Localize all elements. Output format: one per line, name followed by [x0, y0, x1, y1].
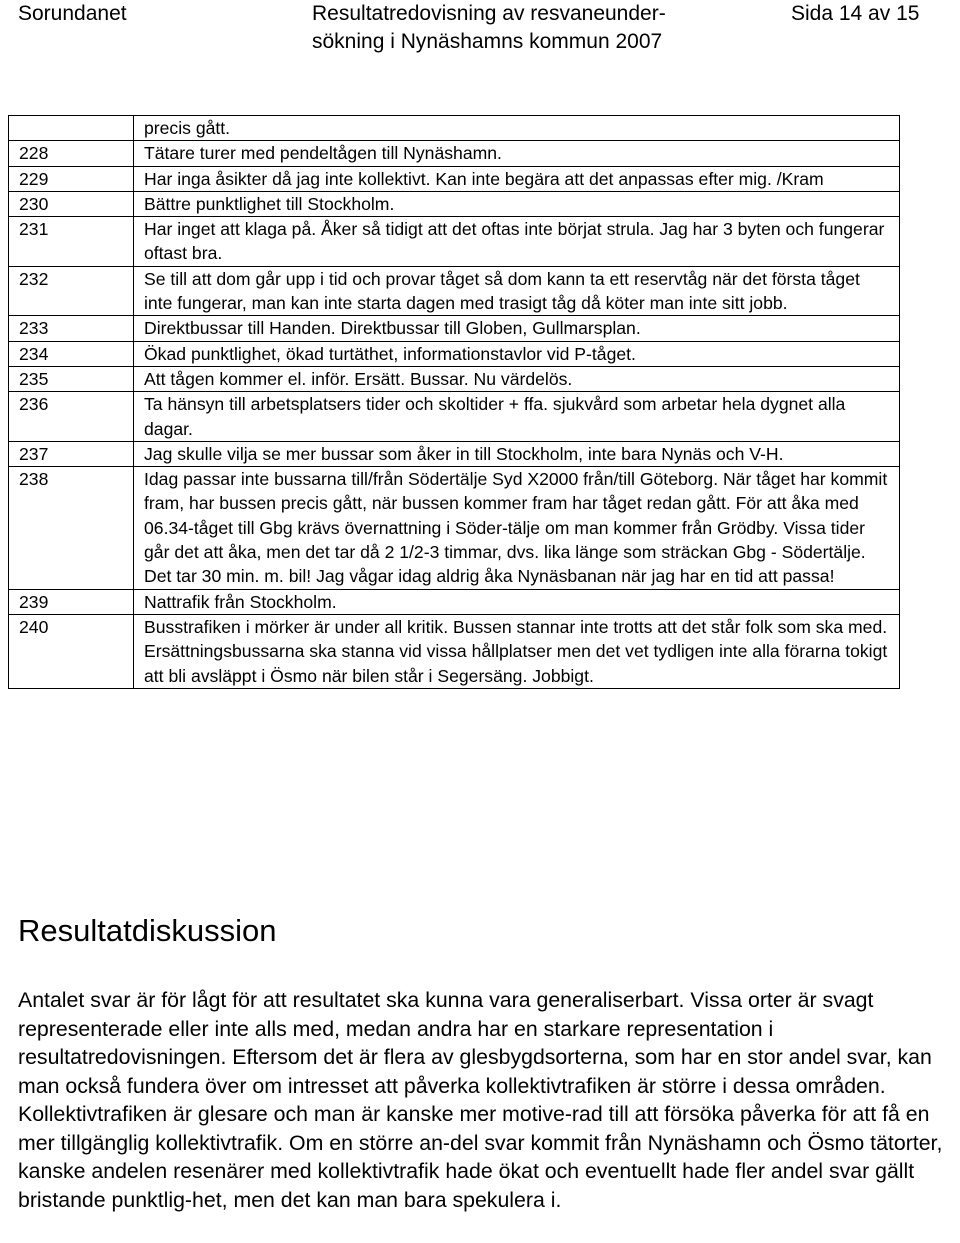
response-text: Se till att dom går upp i tid och provar tåget så dom kann ta ett reservtåg när det första tåget inte fungerar, man kan inte starta dagen med trasigt tåg då köter man inte sitt jobb. — [134, 266, 900, 316]
header-document-title — [312, 0, 752, 56]
response-number: 231 — [9, 217, 134, 267]
response-text: Ta hänsyn till arbetsplatsers tider och skoltider + ffa. sjukvård som arbetar hela dygnet alla dagar. — [134, 392, 900, 442]
responses-table — [8, 115, 900, 689]
table-row — [9, 441, 900, 466]
response-text: Har inga åsikter då jag inte kollektivt. Kan inte begära att det anpassas efter mig. /Kram — [134, 166, 900, 191]
table-row — [9, 116, 900, 141]
table-row — [9, 589, 900, 614]
responses-table-container — [8, 115, 900, 689]
response-text: Har inget att klaga på. Åker så tidigt att det oftas inte börjat strula. Jag har 3 byten och fungerar oftast bra. — [134, 217, 900, 267]
response-text: Nattrafik från Stockholm. — [134, 589, 900, 614]
response-text: precis gått. — [134, 116, 900, 141]
table-row — [9, 366, 900, 391]
table-row — [9, 316, 900, 341]
table-row — [9, 467, 900, 589]
response-text: Bättre punktlighet till Stockholm. — [134, 191, 900, 216]
response-number: 237 — [9, 441, 134, 466]
response-number: 233 — [9, 316, 134, 341]
table-row — [9, 392, 900, 442]
response-number: 229 — [9, 166, 134, 191]
section-paragraph: Antalet svar är för lågt för att resultatet ska kunna vara generaliserbart. Vissa orter är svagt representerade eller inte alls med, medan andra har en starkare representation i resultatredovisningen. Eftersom det är flera av glesbygdsorterna, som har en stor andel svar, kan man också fundera över om intresset att påverka kollektivtrafiken är större i dessa områden. Kollektivtrafiken är glesare och man är kanske mer motive-rad till att försöka påverka för att få en mer tillgänglig kollektivtrafik. Om en större an-del svar kommit från Nynäshamn och Ösmo tätorter, kanske andelen resenärer med kollektivtrafik hade ökat och eventuellt hade fler andel svar gällt bristande punktlig-het, men det kan man bara spekulera i. — [18, 988, 943, 1212]
response-number: 236 — [9, 392, 134, 442]
response-number: 235 — [9, 366, 134, 391]
table-row — [9, 614, 900, 688]
response-text: Busstrafiken i mörker är under all kritik. Bussen stannar inte trotts att det står folk som ska med. Ersättningsbussarna ska stanna vid vissa hållplatser men det vet tydligen inte alla förarna tokigt att bli avsläppt i Ösmo när bilen står i Segersäng. Jobbigt. — [134, 614, 900, 688]
table-row — [9, 141, 900, 166]
table-row — [9, 166, 900, 191]
table-row — [9, 217, 900, 267]
response-text: Att tågen kommer el. inför. Ersätt. Bussar. Nu värdelös. — [134, 366, 900, 391]
page-header — [0, 0, 960, 60]
header-page-number: Sida 14 av 15 — [791, 2, 920, 25]
header-title-line-1: Resultatredovisning av resvaneunder- — [312, 2, 666, 25]
response-number: 234 — [9, 341, 134, 366]
response-number: 238 — [9, 467, 134, 589]
table-row — [9, 266, 900, 316]
response-number: 240 — [9, 614, 134, 688]
response-number: 230 — [9, 191, 134, 216]
response-number: 239 — [9, 589, 134, 614]
response-text: Idag passar inte bussarna till/från Södertälje Syd X2000 från/till Göteborg. När tåget har kommit fram, har bussen precis gått, när bussen kommer fram har tåget redan gått. För att åka med 06.34-tåget till Gbg krävs övernattning i Söder-tälje om man kommer från Grödby. Vissa tider går det att åka, men det tar då 2 1/2-3 timmar, dvs. lika länge som sträckan Gbg - Södertälje. Det tar 30 min. m. bil! Jag vågar idag aldrig åka Nynäsbanan när jag har en tid att passa! — [134, 467, 900, 589]
responses-table-body — [9, 116, 900, 689]
response-text: Tätare turer med pendeltågen till Nynäshamn. — [134, 141, 900, 166]
response-text: Direktbussar till Handen. Direktbussar till Globen, Gullmarsplan. — [134, 316, 900, 341]
header-org-name: Sorundanet — [18, 2, 127, 25]
response-text: Jag skulle vilja se mer bussar som åker in till Stockholm, inte bara Nynäs och V-H. — [134, 441, 900, 466]
response-number: 228 — [9, 141, 134, 166]
table-row — [9, 191, 900, 216]
response-number: 232 — [9, 266, 134, 316]
table-row — [9, 341, 900, 366]
response-text: Ökad punktlighet, ökad turtäthet, informationstavlor vid P-tåget. — [134, 341, 900, 366]
section-heading: Resultatdiskussion — [18, 913, 277, 948]
response-number — [9, 116, 134, 141]
header-title-line-2: sökning i Nynäshamns kommun 2007 — [312, 30, 663, 53]
